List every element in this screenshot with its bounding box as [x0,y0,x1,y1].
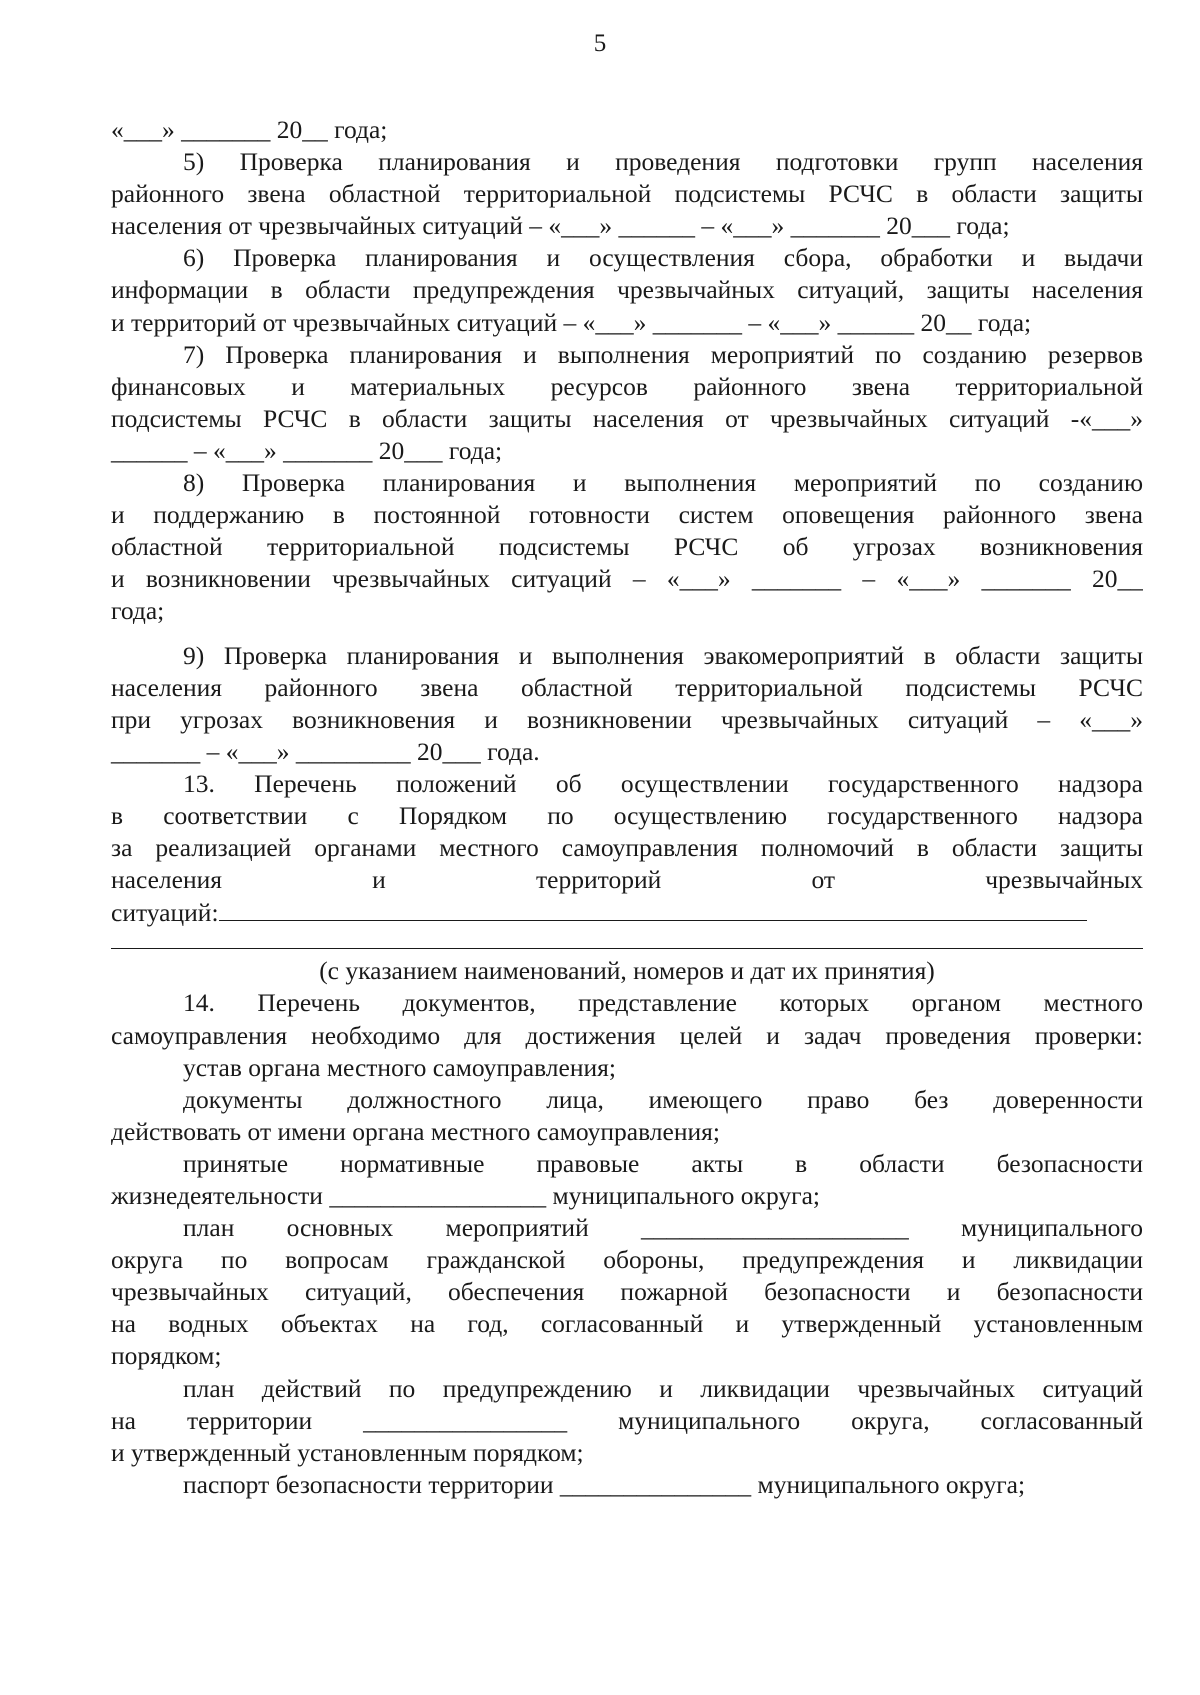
section-14-line-3: устав органа местного самоуправления; [183,1052,616,1082]
item-9-line-2: населения районного звена областной территориальной подсистемы РСЧС [111,672,1143,702]
section-13-line-5 [111,896,1143,928]
item-5-line-1: 5) Проверка планирования и проведения подготовки групп населения [183,147,1143,177]
section-14-line-7: жизнедеятельности _________________ муниципального округа; [111,1181,820,1210]
section-14-line-5: действовать от имени органа местного самоуправления; [111,1116,720,1146]
section-14-line-8: план основных мероприятий _____________________ муниципального [183,1213,1143,1243]
item-9-line-1: 9) Проверка планирования и выполнения эвакомероприятий в области защиты [183,640,1143,670]
item-6-line-3: и территорий от чрезвычайных ситуаций – «___» _______ – «___» ______ 20__ года; [111,307,1032,337]
item-8-line-2: и поддержанию в постоянной готовности систем оповещения районного звена [111,500,1143,530]
item-7-line-3: подсистемы РСЧС в области защиты населения от чрезвычайных ситуаций -«___» [111,403,1143,433]
section-13-line-5-text: ситуаций: [111,898,219,928]
item-8-line-4: и возникновении чрезвычайных ситуаций – «___» _______ – «___» _______ 20__ [111,564,1143,594]
item-8-line-1: 8) Проверка планирования и выполнения мероприятий по созданию [183,468,1143,498]
item-7-line-4: ______ – «___» _______ 20___ года; [111,435,503,465]
section-14-line-6: принятые нормативные правовые акты в области безопасности [183,1148,1143,1178]
section-13-blank-2 [111,928,1143,949]
section-13-line-2: в соответствии с Порядком по осуществлению государственного надзора [111,800,1143,830]
section-13-note: (с указанием наименований, номеров и дат их принятия) [319,956,935,986]
item-6-line-2: информации в области предупреждения чрезвычайных ситуаций, защиты населения [111,275,1143,305]
section-14-line-15: и утвержденный установленным порядком; [111,1437,584,1467]
item-5-line-3: населения от чрезвычайных ситуаций – «___» ______ – «___» _______ 20___ года; [111,211,1010,241]
section-14-line-9: округа по вопросам гражданской обороны, предупреждения и ликвидации [111,1245,1143,1275]
section-13-line-3: за реализацией органами местного самоуправления полномочий в области защиты [111,833,1143,863]
item-9-line-3: при угрозах возникновения и возникновении чрезвычайных ситуаций – «___» [111,704,1143,734]
item-7-line-1: 7) Проверка планирования и выполнения мероприятий по созданию резервов [183,339,1143,369]
section-14-line-2: самоуправления необходимо для достижения целей и задач проведения проверки: [111,1020,1143,1050]
section-13-blank-1 [219,896,1087,921]
item-5-line-2: районного звена областной территориальной подсистемы РСЧС в области защиты [111,179,1143,209]
item-6-line-1: 6) Проверка планирования и осуществления сбора, обработки и выдачи [183,243,1143,273]
section-13-line-1: 13. Перечень положений об осуществлении государственного надзора [183,768,1143,798]
section-14-line-1: 14. Перечень документов, представление которых органом местного [183,988,1143,1018]
page-number: 5 [593,30,607,57]
section-14-line-13: план действий по предупреждению и ликвидации чрезвычайных ситуаций [183,1373,1143,1403]
item-9-line-4: _______ – «___» _________ 20___ года. [111,736,540,766]
item-8-line-3: областной территориальной подсистемы РСЧС об угрозах возникновения [111,532,1143,562]
document-body [111,114,1143,1501]
section-14-line-10: чрезвычайных ситуаций, обеспечения пожарной безопасности и безопасности [111,1277,1143,1307]
section-14-line-14: на территории ________________ муниципального округа, согласованный [111,1405,1143,1435]
item-8-line-5: года; [111,596,165,626]
item-7-line-2: финансовых и материальных ресурсов районного звена территориальной [111,371,1143,401]
section-14-line-11: на водных объектах на год, согласованный и утвержденный установленным [111,1309,1143,1339]
section-14-line-12: порядком; [111,1341,222,1371]
section-14-line-4: документы должностного лица, имеющего право без доверенности [183,1084,1143,1114]
item-4-tail-line: «___» _______ 20__ года; [111,115,388,144]
section-14-line-16: паспорт безопасности территории _______________ муниципального округа; [183,1469,1026,1499]
section-13-line-4: населения и территорий от чрезвычайных [111,865,1143,895]
